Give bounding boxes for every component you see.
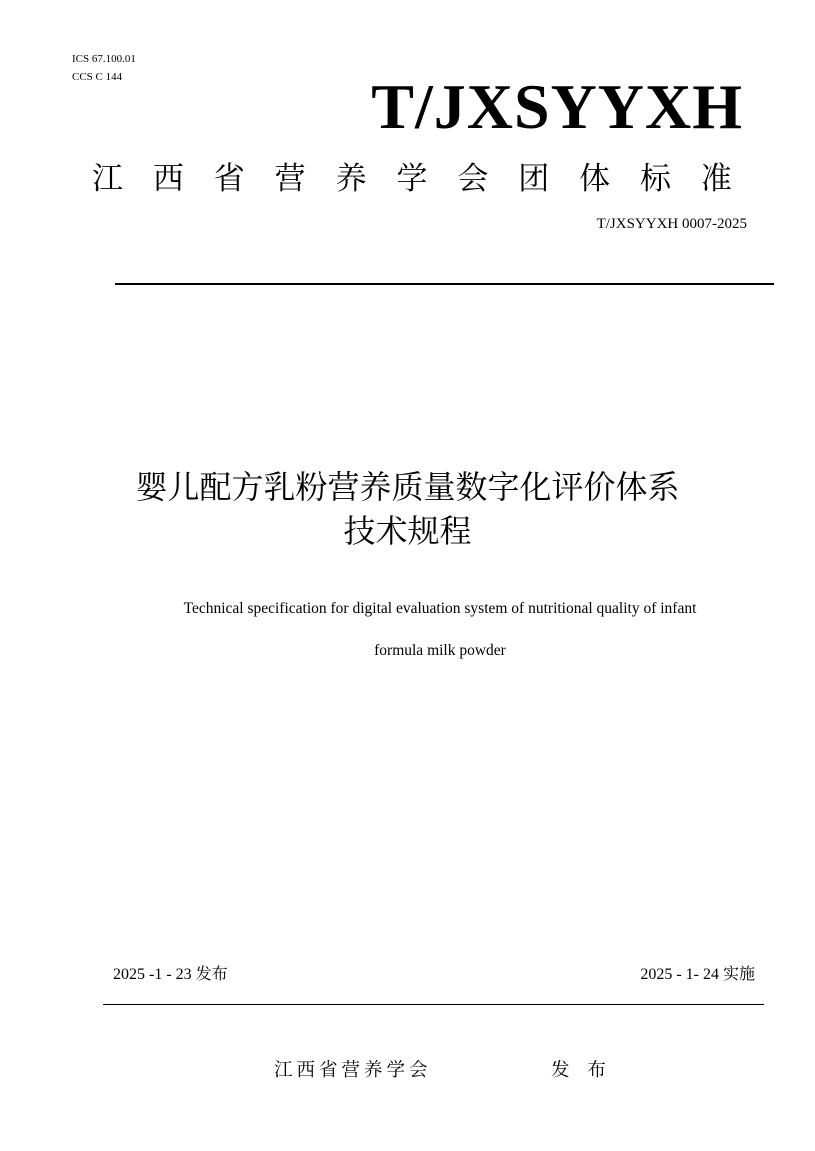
title-english-line-1: Technical specification for digital evaluation system of nutritional quality of infant (183, 600, 697, 617)
publish-date-line (113, 963, 228, 986)
issuing-organization: 江西省营养学会 (274, 1060, 432, 1081)
implement-date: 2025 - 1- 24 (640, 966, 719, 983)
implement-date-line (640, 963, 755, 986)
standard-type-char: 省 (213, 161, 245, 197)
ccs-code: CCS C 144 (72, 71, 123, 83)
standard-type-char: 养 (335, 161, 367, 197)
title-chinese-line-2: 技术规程 (343, 512, 472, 550)
implement-label: 实施 (722, 964, 755, 983)
standard-type-char: 营 (274, 161, 306, 197)
standard-type-heading (92, 157, 732, 201)
standard-logo: T/JXSYYXH (371, 71, 743, 142)
standard-type-char: 学 (396, 161, 428, 197)
top-divider (115, 283, 774, 285)
publish-date: 2025 -1 - 23 (113, 966, 192, 983)
bottom-divider (103, 1004, 764, 1005)
standard-type-char: 会 (457, 161, 489, 197)
publish-label: 发布 (195, 964, 228, 983)
title-chinese (0, 465, 815, 553)
standard-type-char: 江 (92, 161, 123, 197)
ics-code: ICS 67.100.01 (72, 53, 136, 65)
issue-label: 发 布 (551, 1060, 612, 1081)
title-english-line-2: formula milk powder (374, 642, 506, 659)
standard-type-char: 团 (518, 161, 550, 197)
standard-type-char: 西 (152, 161, 184, 197)
standard-type-char: 标 (640, 161, 672, 197)
standard-type-char: 体 (579, 161, 611, 197)
standard-type-char: 准 (700, 161, 732, 197)
title-chinese-line-1: 婴儿配方乳粉营养质量数字化评价体系 (135, 468, 680, 506)
standard-number: T/JXSYYXH 0007-2025 (596, 216, 747, 232)
